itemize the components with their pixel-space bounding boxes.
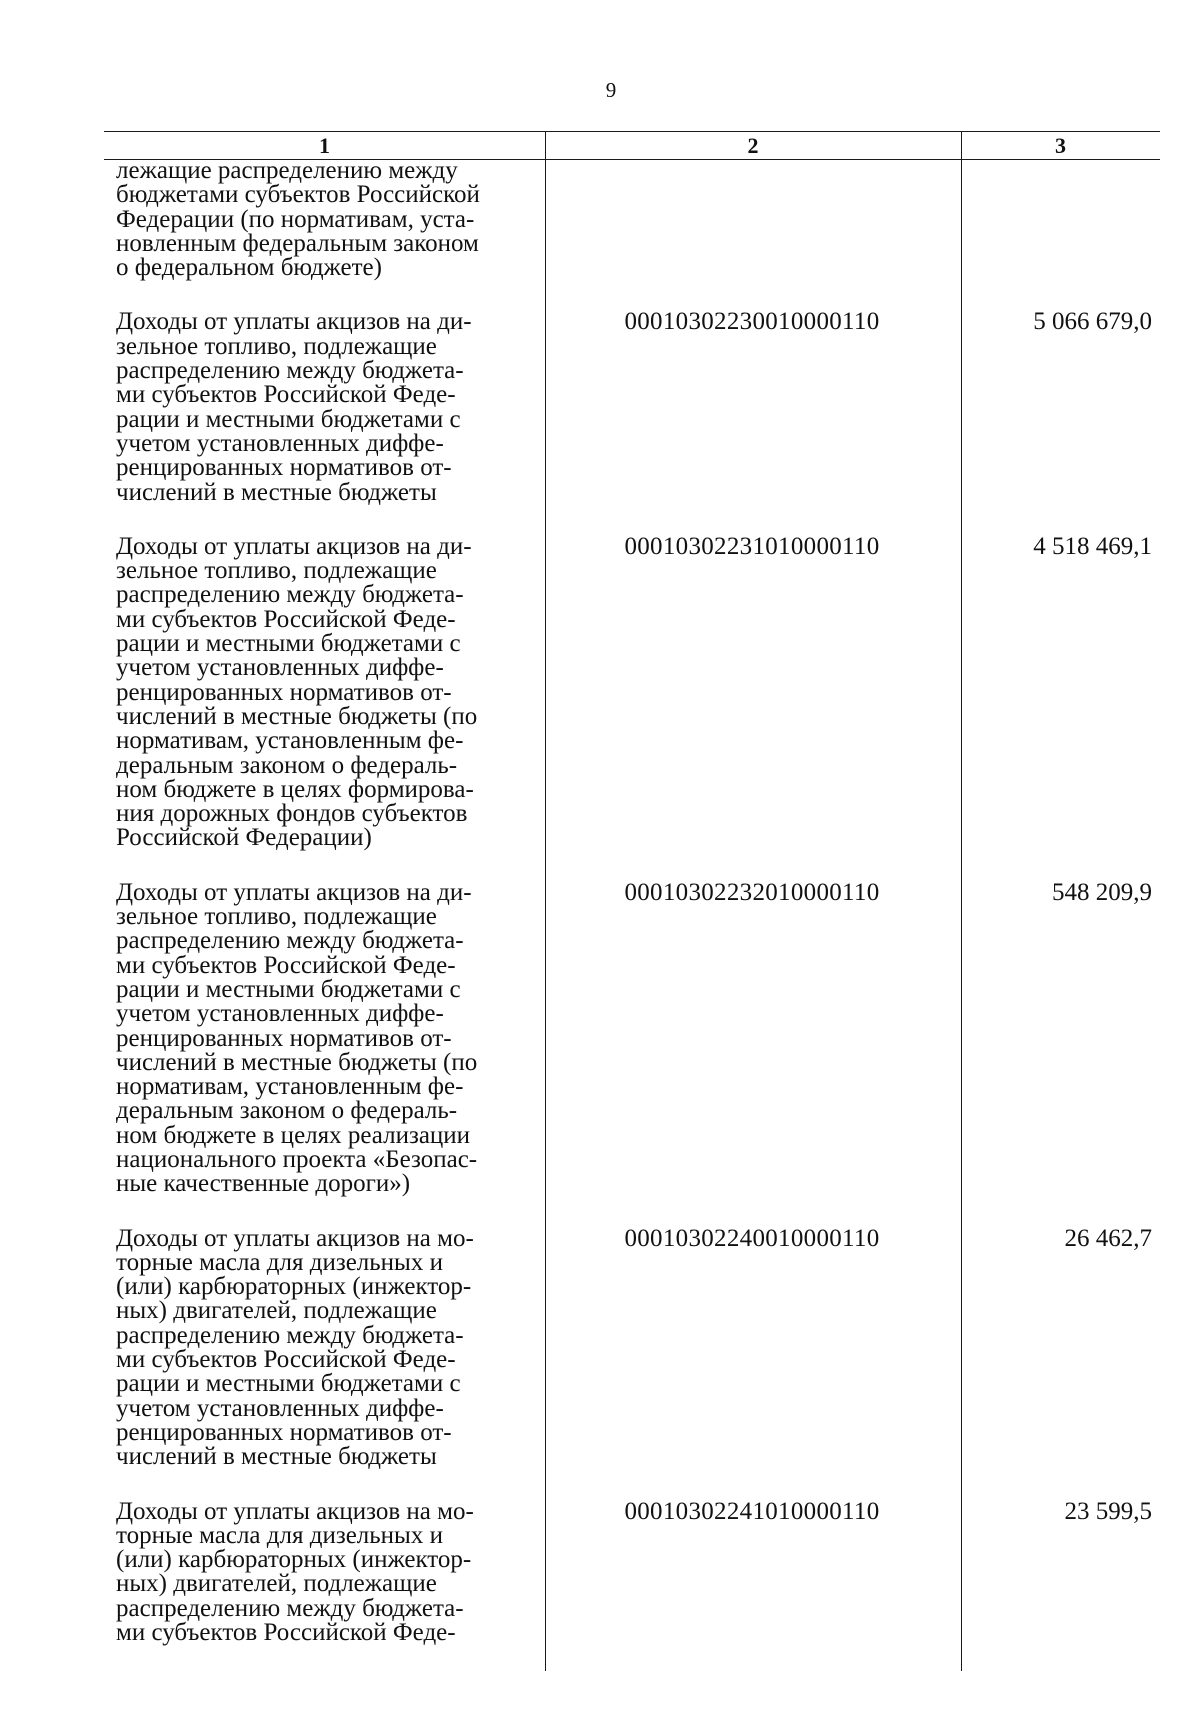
revenue-description: Доходы от уплаты акцизов на ди- зельное топливо, подлежащие распределению между бюджета- ми субъектов Российской Феде- рации и местными бюджетами с учетом установленных диффе- ренцированных нормативов от- числений в местные бюджеты (по нормативам, установленным фе- деральным законом о федераль- ном бюджете в целях формирова- ния дорожных фондов субъектов Российской Федерации) — [116, 532, 478, 852]
column-header-3: 3 — [1055, 133, 1066, 158]
revenue-amount: 548 209,9 — [1052, 878, 1152, 906]
revenue-amount: 26 462,7 — [1064, 1224, 1152, 1252]
table-row — [104, 159, 1160, 280]
table-body — [104, 159, 1160, 1645]
revenue-description: лежащие распределению между бюджетами субъектов Российской Федерации (по нормативам, уста- новленным федеральным законом о федеральном бюджете) — [116, 157, 480, 282]
row-spacer — [104, 1197, 1160, 1227]
budget-classification-code: 00010302240010000110 — [624, 1224, 880, 1252]
row-spacer — [104, 280, 1160, 310]
revenue-amount: 23 599,5 — [1064, 1497, 1152, 1525]
revenue-table — [104, 131, 1160, 1671]
table-row — [104, 532, 1160, 852]
row-spacer — [104, 1470, 1160, 1500]
row-spacer — [104, 851, 1160, 881]
revenue-amount: 4 518 469,1 — [1033, 532, 1152, 560]
column-header-2: 2 — [747, 133, 759, 158]
revenue-description: Доходы от уплаты акцизов на мо- торные масла для дизельных и (или) карбюраторных (инжектор- ных) двигателей, подлежащие распределению между бюджета- ми субъектов Российской Феде- — [116, 1497, 474, 1647]
table-row — [104, 1224, 1160, 1471]
revenue-description: Доходы от уплаты акцизов на ди- зельное топливо, подлежащие распределению между бюджета- ми субъектов Российской Феде- рации и местными бюджетами с учетом установленных диффе- ренцированных нормативов от- числений в местные бюджеты (по нормативам, установленным фе- деральным законом о федераль- ном бюджете в целях реализации национального проекта «Безопас- ные качественные дороги») — [116, 878, 478, 1198]
revenue-description: Доходы от уплаты акцизов на мо- торные масла для дизельных и (или) карбюраторных (инжектор- ных) двигателей, подлежащие распределению между бюджета- ми субъектов Российской Феде- рации и местными бюджетами с учетом установленных диффе- ренцированных нормативов от- числений в местные бюджеты — [116, 1224, 474, 1471]
budget-classification-code: 00010302231010000110 — [624, 532, 880, 560]
budget-classification-code: 00010302230010000110 — [624, 308, 880, 336]
table-row — [104, 1497, 1160, 1647]
table-row — [104, 310, 1160, 504]
table-row — [104, 878, 1160, 1198]
budget-classification-code: 00010302232010000110 — [624, 878, 880, 906]
column-header-1: 1 — [319, 133, 330, 158]
row-spacer — [104, 505, 1160, 535]
page-number: 9 — [605, 78, 617, 102]
revenue-amount: 5 066 679,0 — [1033, 308, 1152, 336]
budget-classification-code: 00010302241010000110 — [624, 1497, 880, 1525]
revenue-description: Доходы от уплаты акцизов на ди- зельное топливо, подлежащие распределению между бюджета- ми субъектов Российской Феде- рации и местными бюджетами с учетом установленных диффе- ренцированных нормативов от- числений в местные бюджеты — [116, 308, 472, 506]
